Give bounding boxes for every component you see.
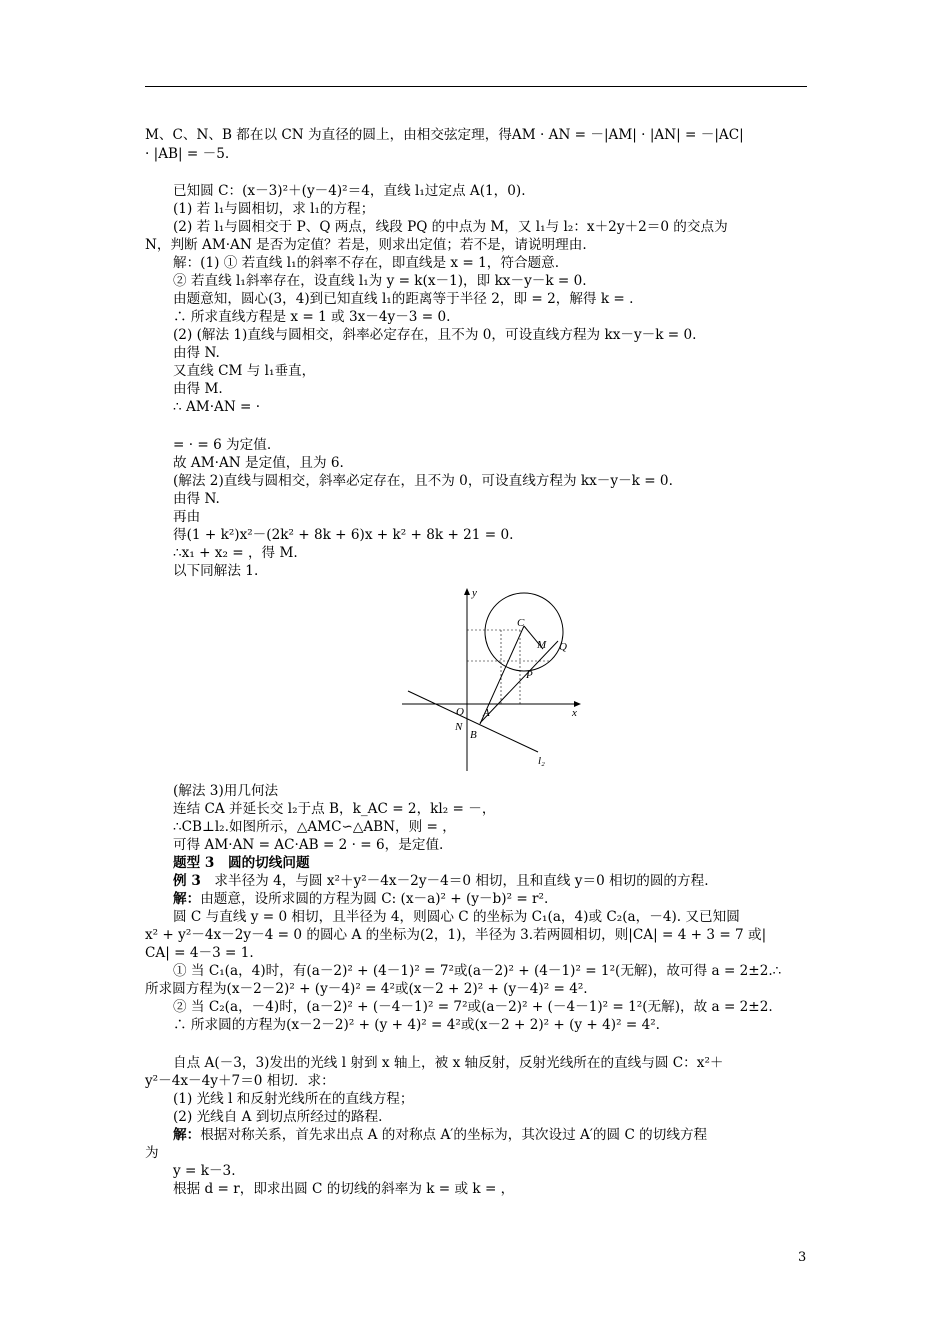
line-rest: 由题意，设所求圆的方程为圆 C: (x－a)² + (y－b)² = r². <box>200 891 549 907</box>
text-line: y²－4x－4y＋7＝0 相切．求： <box>145 1073 335 1089</box>
line-rest: 根据对称关系，首先求出点 A 的对称点 A′的坐标为，其次设过 A′的圆 C 的切线方程 <box>200 1127 708 1143</box>
text-line: 题型 3 圆的切线问题 <box>173 855 310 871</box>
text-line: = · = 6 为定值. <box>173 437 272 453</box>
text-line: (1) 若 l₁与圆相切，求 l₁的方程； <box>173 201 375 217</box>
label-m: M <box>537 639 547 651</box>
text-line: (2) (解法 1)直线与圆相交，斜率必定存在，且不为 0，可设直线方程为 kx－y－k = 0. <box>173 327 697 343</box>
text-line: ∴ 所求圆的方程为(x－2－2)² + (y + 4)² = 4²或(x－2 + 2)² + (y + 4)² = 4². <box>173 1017 660 1033</box>
text-line: 又直线 CM 与 l₁垂直， <box>173 363 316 379</box>
label-y: y <box>472 587 477 599</box>
text-line: (2) 若 l₁与圆相交于 P、Q 两点，线段 PQ 的中点为 M，又 l₁与 l₂：x＋2y＋2＝0 的交点为 <box>173 219 728 235</box>
text-line: 以下同解法 1. <box>173 563 259 579</box>
text-line: ∴CB⊥l₂.如图所示，△AMC∽△ABN，则 = ， <box>173 819 456 835</box>
text-line: 由得 N. <box>173 491 220 507</box>
label-b: B <box>470 729 477 741</box>
text-line: N，判断 AM·AN 是否为定值？若是，则求出定值；若不是，请说明理由. <box>145 237 587 253</box>
text-line: 解：(1) ① 若直线 l₁的斜率不存在，即直线是 x = 1，符合题意. <box>173 255 560 271</box>
text-line: ② 当 C₂(a，－4)时，(a－2)² + (－4－1)² = 7²或(a－2)² + (－4－1)² = 1²(无解)，故 a = 2±2. <box>173 999 773 1015</box>
text-line: M、C、N、B 都在以 CN 为直径的圆上，由相交弦定理，得AM · AN = －|AM| · |AN| = －|AC| <box>145 127 744 143</box>
geometry-figure <box>400 586 590 776</box>
text-line: x² + y²－4x－2y－4 = 0 的圆心 A 的坐标为(2，1)，半径为 3.若两圆相切，则|CA| = 4 + 3 = 7 或| <box>145 927 767 943</box>
text-line: (1) 光线 l 和反射光线所在的直线方程； <box>173 1091 414 1107</box>
label-c: C <box>517 617 525 629</box>
text-line: 自点 A(－3，3)发出的光线 l 射到 x 轴上，被 x 轴反射，反射光线所在的直线与圆 C：x²＋ <box>173 1055 724 1071</box>
text-line <box>173 1127 707 1144</box>
bold-prefix: 解： <box>173 1127 201 1143</box>
text-line: 由得 N. <box>173 345 220 361</box>
line-rest: 求半径为 4，与圆 x²＋y²－4x－2y－4＝0 相切，且和直线 y＝0 相切的圆的方程. <box>200 873 709 889</box>
text-line: 由题意知，圆心(3，4)到已知直线 l₁的距离等于半径 2，即 = 2，解得 k = . <box>173 291 634 307</box>
text-line <box>173 873 709 890</box>
text-line: (解法 2)直线与圆相交，斜率必定存在，且不为 0，可设直线方程为 kx－y－k = 0. <box>173 473 673 489</box>
label-p: P <box>526 669 533 681</box>
text-line: (解法 3)用几何法 <box>173 783 279 799</box>
label-l2: l₂ <box>538 755 545 767</box>
text-line: 故 AM·AN 是定值，且为 6. <box>173 455 344 471</box>
text-line: 圆 C 与直线 y = 0 相切，且半径为 4，则圆心 C 的坐标为 C₁(a，4)或 C₂(a，－4). 又已知圆 <box>173 909 740 925</box>
bold-prefix: 例 3 <box>173 873 201 889</box>
text-line: ② 若直线 l₁斜率存在，设直线 l₁为 y = k(x－1)，即 kx－y－k = 0. <box>173 273 587 289</box>
text-line: ∴x₁ + x₂ = ，得 M. <box>173 545 298 561</box>
text-line <box>173 891 548 908</box>
text-line: 再由 <box>173 509 201 525</box>
label-n: N <box>455 721 463 733</box>
label-x: x <box>572 707 577 719</box>
text-line: (2) 光线自 A 到切点所经过的路程. <box>173 1109 383 1125</box>
text-line: ∴ AM·AN = · <box>173 399 261 415</box>
page-number: 3 <box>798 1250 807 1265</box>
text-line: ∴ 所求直线方程是 x = 1 或 3x－4y－3 = 0. <box>173 309 451 325</box>
label-a: A <box>483 707 490 719</box>
y-axis-arrow <box>464 588 470 595</box>
text-line: y = k－3. <box>173 1163 236 1179</box>
bold-prefix: 解： <box>173 891 201 907</box>
text-line: 连结 CA 并延长交 l₂于点 B，k_AC = 2，kl₂ = －， <box>173 801 496 817</box>
text-line: 可得 AM·AN = AC·AB = 2 · = 6，是定值. <box>173 837 444 853</box>
line-l2 <box>408 691 538 752</box>
text-line: ① 当 C₁(a，4)时，有(a－2)² + (4－1)² = 7²或(a－2)² + (4－1)² = 1²(无解)，故可得 a = 2±2.∴ <box>173 963 782 979</box>
text-line: 为 <box>145 1145 159 1161</box>
text-line: 根据 d = r，即求出圆 C 的切线的斜率为 k = 或 k = ， <box>173 1181 515 1197</box>
label-q: Q <box>559 641 567 653</box>
label-o: O <box>456 706 464 718</box>
text-line: 所求圆方程为(x－2－2)² + (y－4)² = 4²或(x－2 + 2)² + (y－4)² = 4². <box>145 981 588 997</box>
text-line: · |AB| = －5. <box>145 146 230 162</box>
text-line: CA| = 4－3 = 1. <box>145 945 254 961</box>
text-line: 得(1 + k²)x²－(2k² + 8k + 6)x + k² + 8k + 21 = 0. <box>173 527 514 543</box>
text-line: 已知圆 C：(x－3)²＋(y－4)²＝4，直线 l₁过定点 A(1，0). <box>173 183 526 199</box>
header-rule <box>145 86 807 87</box>
circle-c <box>485 593 563 671</box>
text-line: 由得 M. <box>173 381 223 397</box>
